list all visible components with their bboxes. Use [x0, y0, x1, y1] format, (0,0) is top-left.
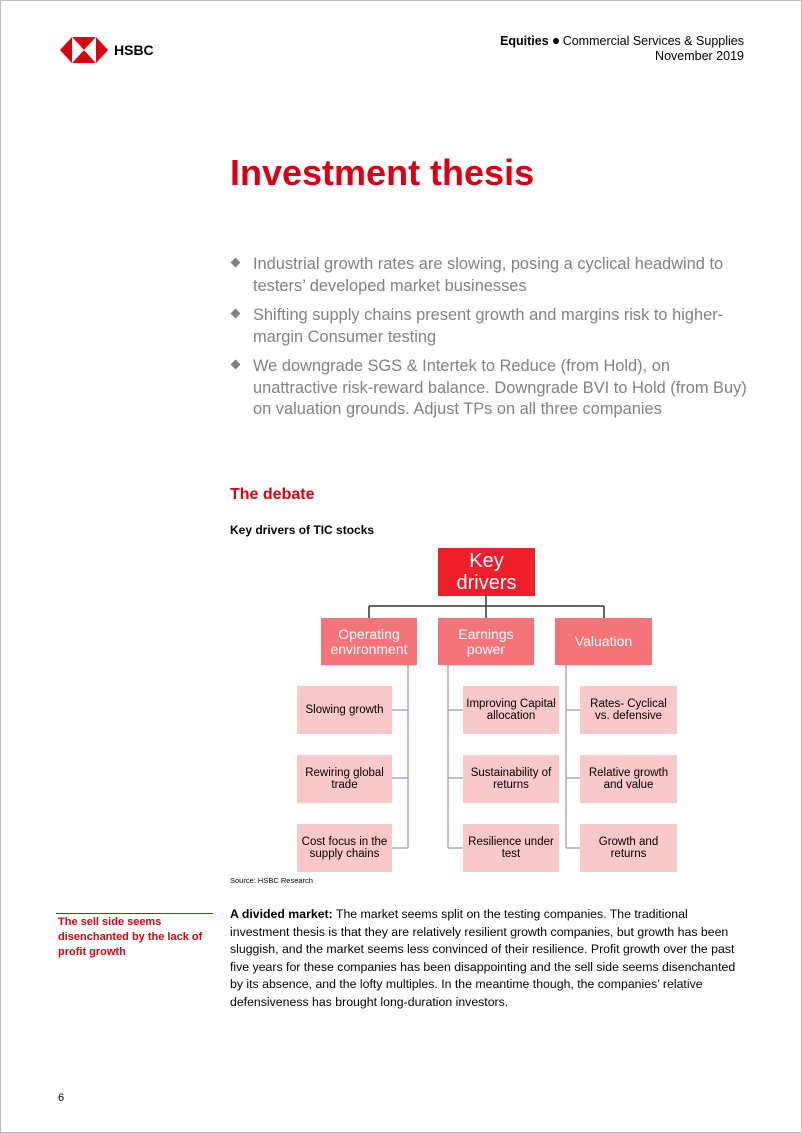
- section-label: Equities: [500, 34, 549, 48]
- page-title: Investment thesis: [230, 152, 535, 193]
- figure-title: Key drivers of TIC stocks: [230, 523, 375, 537]
- diagram-leaf-node: Sustainability of returns: [463, 755, 559, 803]
- figure-source: Source: HSBC Research: [230, 876, 313, 885]
- sidenote: The sell side seems disenchanted by the lack of profit growth: [58, 916, 203, 958]
- section-heading: The debate: [230, 486, 315, 503]
- diagram-leaf-node: Rates- Cyclical vs. defensive: [580, 686, 677, 734]
- diagram-branch-node: Operating environment: [321, 618, 417, 665]
- diagram-leaf-node: Relative growth and value: [580, 755, 677, 803]
- root-connectors: [369, 596, 604, 618]
- paragraph-lead: A divided market:: [230, 907, 333, 921]
- paragraph-text: The market seems split on the testing companies. The traditional investment thesis is that they are relatively resilient growth companies, but growth has been sluggish, and the market seems less convinced of their resilience. Profit growth over the past five years for these companies has been disappointing and the sell side seems disenchanted by its absence, and the lofty multiples. In the meantime though, the companies’ relative defensiveness has brought long-duration investors.: [230, 907, 736, 1009]
- diagram-leaf-node: Improving Capital allocation: [463, 686, 559, 734]
- diagram-branch-node: Valuation: [555, 618, 652, 665]
- report-date: November 2019: [655, 49, 744, 63]
- sidenote-rule: [56, 913, 213, 914]
- diagram-leaf-node: Rewiring global trade: [297, 755, 392, 803]
- diagram-leaf-node: Cost focus in the supply chains: [297, 824, 392, 872]
- brand-name: HSBC: [114, 42, 154, 58]
- diagram-branch-node: Earnings power: [438, 618, 534, 665]
- sector-label: Commercial Services & Supplies: [562, 34, 744, 48]
- thesis-bullet-text: Shifting supply chains present growth and margins risk to higher-margin Consumer testing: [253, 306, 724, 346]
- diagram-leaf-node: Slowing growth: [297, 686, 392, 734]
- diagram-root-node: Key drivers: [438, 548, 535, 596]
- page-number: 6: [58, 1092, 65, 1104]
- thesis-bullet-text: Industrial growth rates are slowing, posing a cyclical headwind to testers’ developed market businesses: [253, 255, 724, 295]
- body-paragraph: [230, 906, 750, 1011]
- diagram-leaf-node: Growth and returns: [580, 824, 677, 872]
- thesis-bullet-text: We downgrade SGS & Intertek to Reduce (from Hold), on unattractive risk-reward balance. Downgrade BVI to Hold (from Buy) on valuation grounds. Adjust TPs on all three companies: [253, 357, 747, 418]
- diagram-leaf-node: Resilience under test: [463, 824, 559, 872]
